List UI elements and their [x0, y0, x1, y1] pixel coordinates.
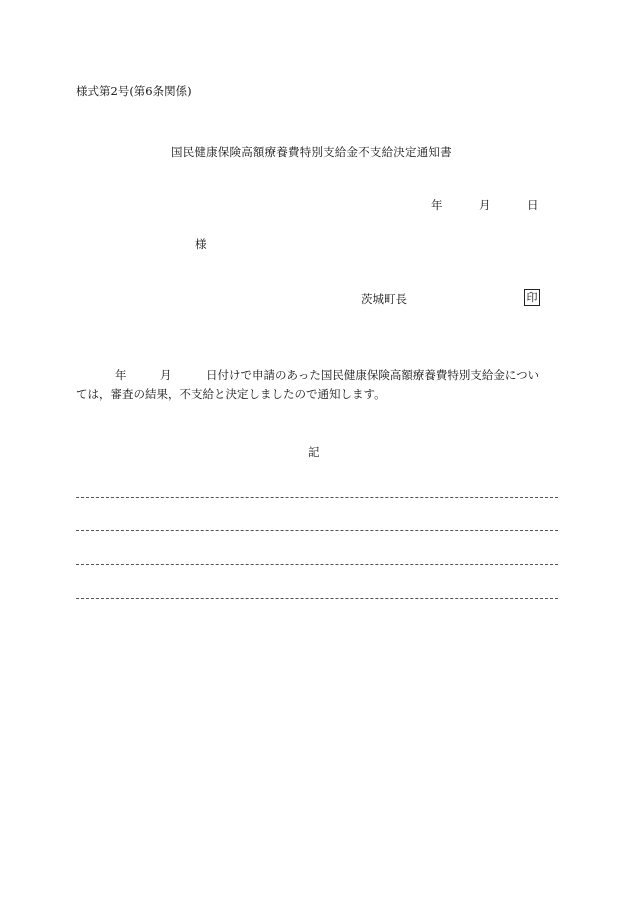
date-year-label: 年 [431, 198, 443, 212]
document-title: 国民健康保険高額療養費特別支給金不支給決定通知書 [171, 145, 452, 159]
body-line2-text: ては，審査の結果，不支給と決定しましたので通知します。 [76, 387, 386, 401]
dotted-line [76, 564, 558, 565]
date-day-label: 日 [527, 198, 539, 212]
dotted-line [76, 598, 558, 599]
form-number: 様式第2号(第6条関係) [76, 84, 192, 98]
seal-stamp: 印 [524, 289, 540, 306]
body-month-label: 月 [160, 368, 172, 382]
date-month-label: 月 [479, 198, 491, 212]
issuer-name: 茨城町長 [361, 292, 407, 306]
body-year-label: 年 [115, 368, 127, 382]
dotted-line [76, 497, 558, 498]
dotted-line [76, 530, 558, 531]
body-line1-text: 日付けで申請のあった国民健康保険高額療養費特別支給金につい [206, 368, 540, 382]
addressee-suffix: 様 [195, 237, 207, 251]
ki-heading: 記 [308, 445, 320, 459]
